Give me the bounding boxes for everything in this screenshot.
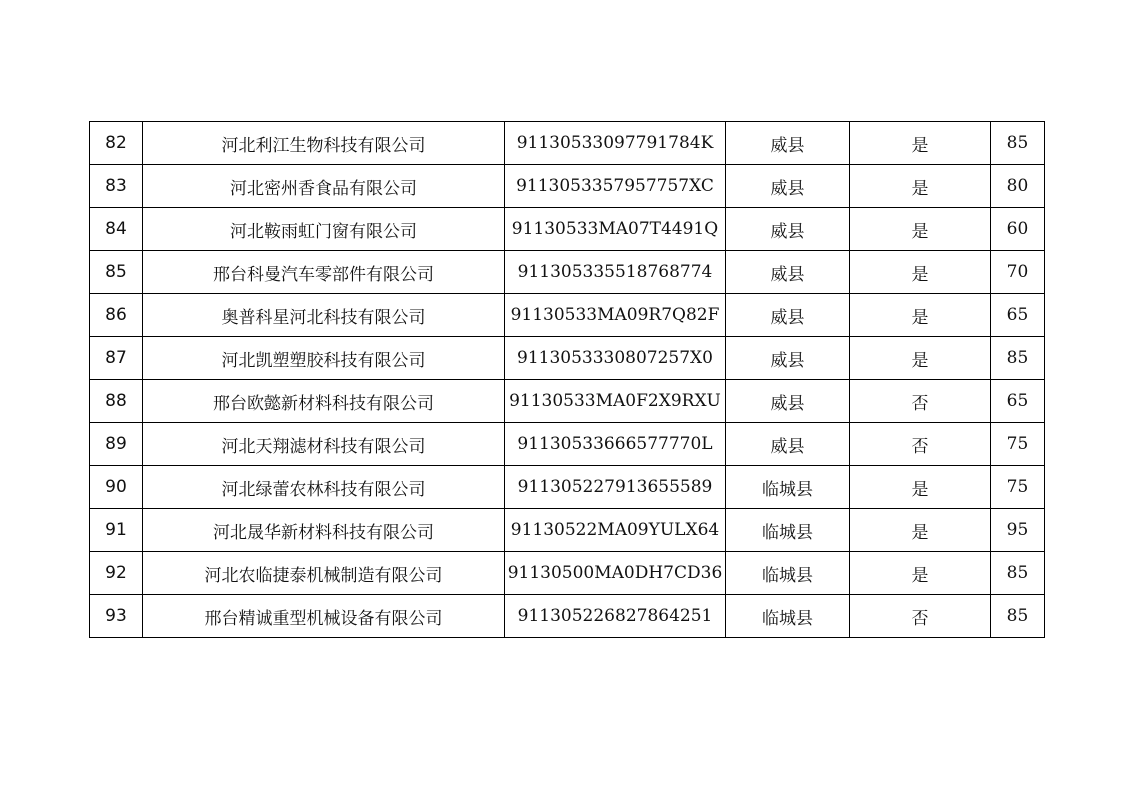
credit-code-cell: 911305227913655589 [505, 466, 726, 509]
row-number-cell: 91 [90, 509, 143, 552]
flag-value-cell: 是 [850, 552, 991, 595]
company-name-cell: 奥普科星河北科技有限公司 [143, 294, 505, 337]
table-row [90, 423, 1045, 466]
row-number-cell: 90 [90, 466, 143, 509]
county-cell: 威县 [726, 122, 850, 165]
company-name-cell: 邢台欧懿新材料科技有限公司 [143, 380, 505, 423]
company-name-cell: 邢台科曼汽车零部件有限公司 [143, 251, 505, 294]
credit-code-cell: 9113053330807257X0 [505, 337, 726, 380]
flag-value-cell: 是 [850, 251, 991, 294]
table-row [90, 251, 1045, 294]
table-row [90, 165, 1045, 208]
table-row [90, 122, 1045, 165]
flag-value-cell: 是 [850, 466, 991, 509]
score-cell: 95 [991, 509, 1045, 552]
company-name-cell: 河北农临捷泰机械制造有限公司 [143, 552, 505, 595]
table-row [90, 595, 1045, 638]
company-name-cell: 河北密州香食品有限公司 [143, 165, 505, 208]
flag-value-cell: 是 [850, 509, 991, 552]
table-body [90, 122, 1045, 638]
company-name-cell: 河北绿蕾农林科技有限公司 [143, 466, 505, 509]
table-row [90, 337, 1045, 380]
county-cell: 威县 [726, 337, 850, 380]
score-cell: 75 [991, 423, 1045, 466]
county-cell: 临城县 [726, 595, 850, 638]
row-number-cell: 84 [90, 208, 143, 251]
county-cell: 威县 [726, 251, 850, 294]
credit-code-cell: 91130522MA09YULX64 [505, 509, 726, 552]
row-number-cell: 83 [90, 165, 143, 208]
row-number-cell: 88 [90, 380, 143, 423]
score-cell: 85 [991, 337, 1045, 380]
county-cell: 威县 [726, 208, 850, 251]
company-name-cell: 邢台精诚重型机械设备有限公司 [143, 595, 505, 638]
flag-value-cell: 是 [850, 337, 991, 380]
county-cell: 威县 [726, 294, 850, 337]
credit-code-cell: 91130500MA0DH7CD36 [505, 552, 726, 595]
credit-code-cell: 91130533097791784K [505, 122, 726, 165]
table-row [90, 294, 1045, 337]
flag-value-cell: 否 [850, 595, 991, 638]
company-name-cell: 河北鞍雨虹门窗有限公司 [143, 208, 505, 251]
row-number-cell: 82 [90, 122, 143, 165]
score-cell: 85 [991, 595, 1045, 638]
county-cell: 威县 [726, 423, 850, 466]
table-row [90, 509, 1045, 552]
county-cell: 威县 [726, 380, 850, 423]
credit-code-cell: 91130533MA09R7Q82F [505, 294, 726, 337]
county-cell: 临城县 [726, 509, 850, 552]
score-cell: 65 [991, 380, 1045, 423]
table-row [90, 208, 1045, 251]
score-cell: 85 [991, 122, 1045, 165]
score-cell: 70 [991, 251, 1045, 294]
company-table [89, 121, 1045, 638]
county-cell: 临城县 [726, 552, 850, 595]
flag-value-cell: 是 [850, 122, 991, 165]
credit-code-cell: 91130533666577770L [505, 423, 726, 466]
company-name-cell: 河北利江生物科技有限公司 [143, 122, 505, 165]
row-number-cell: 87 [90, 337, 143, 380]
company-name-cell: 河北天翔滤材科技有限公司 [143, 423, 505, 466]
company-name-cell: 河北凯塑塑胶科技有限公司 [143, 337, 505, 380]
county-cell: 临城县 [726, 466, 850, 509]
row-number-cell: 85 [90, 251, 143, 294]
table-row [90, 380, 1045, 423]
flag-value-cell: 是 [850, 294, 991, 337]
flag-value-cell: 否 [850, 423, 991, 466]
row-number-cell: 92 [90, 552, 143, 595]
row-number-cell: 93 [90, 595, 143, 638]
score-cell: 75 [991, 466, 1045, 509]
row-number-cell: 89 [90, 423, 143, 466]
credit-code-cell: 91130533MA07T4491Q [505, 208, 726, 251]
credit-code-cell: 911305226827864251 [505, 595, 726, 638]
credit-code-cell: 9113053357957757XC [505, 165, 726, 208]
score-cell: 60 [991, 208, 1045, 251]
credit-code-cell: 911305335518768774 [505, 251, 726, 294]
score-cell: 80 [991, 165, 1045, 208]
score-cell: 65 [991, 294, 1045, 337]
row-number-cell: 86 [90, 294, 143, 337]
table-row [90, 552, 1045, 595]
company-name-cell: 河北晟华新材料科技有限公司 [143, 509, 505, 552]
table-row [90, 466, 1045, 509]
flag-value-cell: 是 [850, 208, 991, 251]
flag-value-cell: 是 [850, 165, 991, 208]
flag-value-cell: 否 [850, 380, 991, 423]
county-cell: 威县 [726, 165, 850, 208]
score-cell: 85 [991, 552, 1045, 595]
credit-code-cell: 91130533MA0F2X9RXU [505, 380, 726, 423]
